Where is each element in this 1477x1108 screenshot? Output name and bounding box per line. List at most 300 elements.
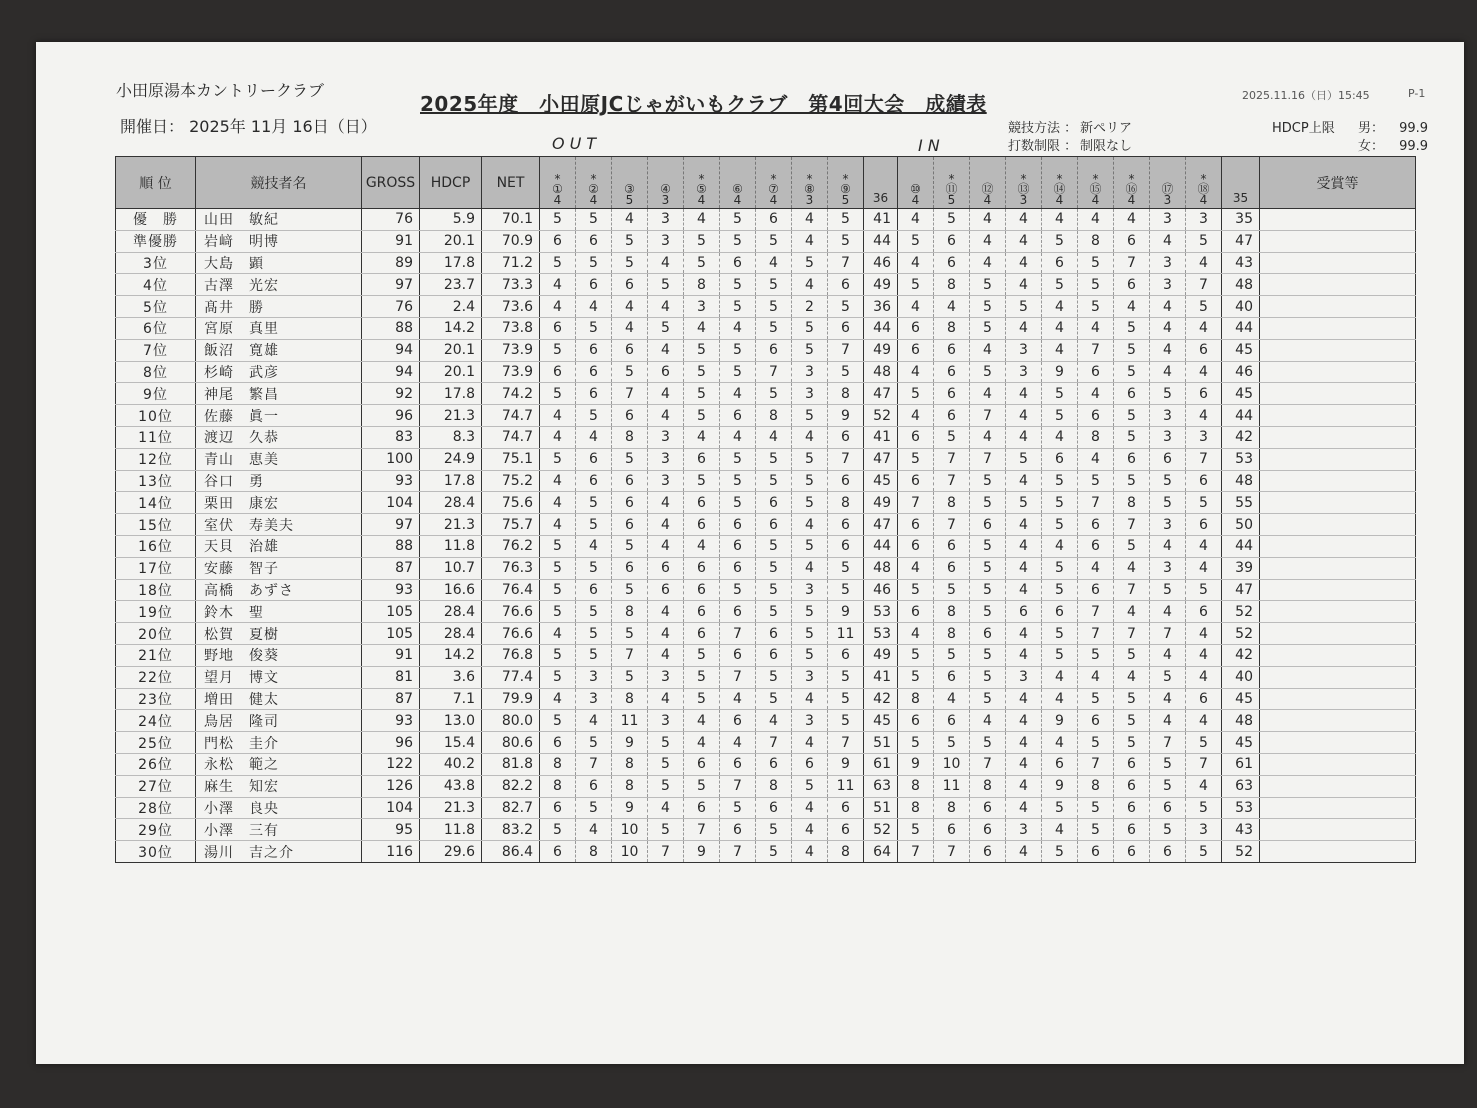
award-cell bbox=[1260, 296, 1416, 318]
in-par-header: 35 bbox=[1222, 157, 1260, 209]
hole-score-cell: 5 bbox=[934, 732, 970, 754]
award-cell bbox=[1260, 492, 1416, 514]
hole-score-cell: 5 bbox=[1150, 470, 1186, 492]
hole-score-cell: 7 bbox=[756, 361, 792, 383]
hole-score-cell: 5 bbox=[898, 230, 934, 252]
hole-score-cell: 4 bbox=[540, 470, 576, 492]
out-label: OUT bbox=[552, 134, 602, 153]
hole-score-cell: 5 bbox=[720, 579, 756, 601]
hole-score-cell: 5 bbox=[576, 644, 612, 666]
award-cell bbox=[1260, 732, 1416, 754]
hole-score-cell: 7 bbox=[934, 514, 970, 536]
hole-score-cell: 8 bbox=[612, 688, 648, 710]
hole-header bbox=[792, 157, 828, 209]
hole-score-cell: 5 bbox=[1186, 492, 1222, 514]
hole-score-cell: 4 bbox=[720, 317, 756, 339]
net-cell: 74.2 bbox=[482, 383, 540, 405]
award-cell bbox=[1260, 339, 1416, 361]
hole-score-cell: 4 bbox=[1042, 688, 1078, 710]
net-cell: 76.8 bbox=[482, 644, 540, 666]
hole-score-cell: 4 bbox=[684, 426, 720, 448]
hole-number: ⑥ bbox=[732, 182, 743, 196]
hole-score-cell: 3 bbox=[648, 426, 684, 448]
net-cell: 81.8 bbox=[482, 753, 540, 775]
gross-cell: 94 bbox=[362, 339, 420, 361]
hole-score-cell: 4 bbox=[792, 819, 828, 841]
hole-number: ⑦ bbox=[768, 182, 779, 196]
in-total-cell: 48 bbox=[1222, 710, 1260, 732]
hole-score-cell: 5 bbox=[1042, 514, 1078, 536]
hole-header bbox=[970, 157, 1006, 209]
hole-score-cell: 5 bbox=[1186, 841, 1222, 863]
hole-score-cell: 3 bbox=[792, 666, 828, 688]
hole-score-cell: 5 bbox=[934, 644, 970, 666]
hole-score-cell: 5 bbox=[1114, 339, 1150, 361]
out-total-cell: 45 bbox=[864, 710, 898, 732]
hole-score-cell: 4 bbox=[1006, 209, 1042, 231]
table-row bbox=[116, 535, 1416, 557]
hole-score-cell: 4 bbox=[1006, 797, 1042, 819]
hole-score-cell: 4 bbox=[1150, 296, 1186, 318]
hole-score-cell: 5 bbox=[684, 775, 720, 797]
hole-score-cell: 5 bbox=[828, 557, 864, 579]
hole-score-cell: 3 bbox=[1150, 209, 1186, 231]
hole-score-cell: 5 bbox=[576, 732, 612, 754]
hole-score-cell: 4 bbox=[898, 361, 934, 383]
rank-cell: 21位 bbox=[116, 644, 196, 666]
hole-score-cell: 8 bbox=[898, 688, 934, 710]
award-cell bbox=[1260, 753, 1416, 775]
hole-score-cell: 5 bbox=[684, 688, 720, 710]
hole-score-cell: 6 bbox=[1114, 753, 1150, 775]
hole-score-cell: 4 bbox=[684, 317, 720, 339]
hole-score-cell: 6 bbox=[934, 252, 970, 274]
hole-score-cell: 4 bbox=[898, 557, 934, 579]
hole-number: ⑤ bbox=[696, 182, 707, 196]
out-total-cell: 49 bbox=[864, 339, 898, 361]
hole-score-cell: 5 bbox=[576, 557, 612, 579]
hole-score-cell: 5 bbox=[1150, 753, 1186, 775]
hole-score-cell: 4 bbox=[1186, 535, 1222, 557]
hole-score-cell: 3 bbox=[1186, 426, 1222, 448]
hole-score-cell: 6 bbox=[898, 317, 934, 339]
hole-number: ② bbox=[588, 182, 599, 196]
hdcp-cell: 14.2 bbox=[420, 317, 482, 339]
table-row bbox=[116, 361, 1416, 383]
out-total-cell: 46 bbox=[864, 252, 898, 274]
player-name-cell: 高橋 あずさ bbox=[196, 579, 362, 601]
player-name-cell: 大島 顕 bbox=[196, 252, 362, 274]
hole-score-cell: 6 bbox=[684, 492, 720, 514]
hole-score-cell: 6 bbox=[934, 361, 970, 383]
hdcp-cell: 8.3 bbox=[420, 426, 482, 448]
hole-score-cell: 6 bbox=[828, 317, 864, 339]
hole-score-cell: 5 bbox=[970, 579, 1006, 601]
rank-cell: 優 勝 bbox=[116, 209, 196, 231]
hole-score-cell: 5 bbox=[970, 732, 1006, 754]
hole-score-cell: 9 bbox=[828, 753, 864, 775]
out-total-cell: 42 bbox=[864, 688, 898, 710]
hole-score-cell: 6 bbox=[684, 514, 720, 536]
hole-score-cell: 5 bbox=[970, 601, 1006, 623]
award-cell bbox=[1260, 535, 1416, 557]
hole-score-cell: 5 bbox=[756, 230, 792, 252]
in-total-cell: 52 bbox=[1222, 841, 1260, 863]
hole-score-cell: 6 bbox=[898, 339, 934, 361]
hole-score-cell: 4 bbox=[684, 732, 720, 754]
award-cell bbox=[1260, 841, 1416, 863]
hole-score-cell: 4 bbox=[1150, 317, 1186, 339]
hole-score-cell: 5 bbox=[684, 470, 720, 492]
hole-header bbox=[576, 157, 612, 209]
rank-cell: 22位 bbox=[116, 666, 196, 688]
hole-score-cell: 4 bbox=[970, 383, 1006, 405]
hole-score-cell: 5 bbox=[828, 710, 864, 732]
award-cell bbox=[1260, 557, 1416, 579]
hole-score-cell: 6 bbox=[1150, 448, 1186, 470]
hole-score-cell: 6 bbox=[898, 470, 934, 492]
player-name-cell: 髙井 勝 bbox=[196, 296, 362, 318]
table-row bbox=[116, 557, 1416, 579]
hole-score-cell: 4 bbox=[648, 535, 684, 557]
hole-score-cell: 5 bbox=[1186, 797, 1222, 819]
hole-score-cell: 5 bbox=[576, 514, 612, 536]
rank-header: 順 位 bbox=[116, 157, 196, 209]
male-label: 男： bbox=[1358, 121, 1385, 136]
hole-score-cell: 6 bbox=[898, 710, 934, 732]
hole-score-cell: 5 bbox=[540, 383, 576, 405]
hole-header bbox=[1006, 157, 1042, 209]
hole-score-cell: 7 bbox=[684, 819, 720, 841]
hole-score-cell: 6 bbox=[1186, 514, 1222, 536]
hole-score-cell: 3 bbox=[648, 448, 684, 470]
hole-score-cell: 4 bbox=[1006, 579, 1042, 601]
net-cell: 76.6 bbox=[482, 601, 540, 623]
hdcp-limits bbox=[1272, 120, 1428, 156]
hole-number: ⑭ bbox=[1053, 182, 1066, 196]
hole-score-cell: 6 bbox=[1078, 841, 1114, 863]
hole-score-cell: 3 bbox=[576, 688, 612, 710]
hole-score-cell: 4 bbox=[970, 339, 1006, 361]
player-name-cell: 鳥居 隆司 bbox=[196, 710, 362, 732]
hole-score-cell: 3 bbox=[1186, 209, 1222, 231]
hole-score-cell: 5 bbox=[756, 470, 792, 492]
out-total-cell: 49 bbox=[864, 492, 898, 514]
hole-score-cell: 5 bbox=[898, 579, 934, 601]
hole-score-cell: 5 bbox=[792, 623, 828, 645]
hole-score-cell: 6 bbox=[612, 514, 648, 536]
hole-score-cell: 5 bbox=[898, 448, 934, 470]
hole-score-cell: 5 bbox=[898, 644, 934, 666]
hole-score-cell: 6 bbox=[1042, 448, 1078, 470]
out-total-cell: 44 bbox=[864, 230, 898, 252]
hole-score-cell: 6 bbox=[934, 339, 970, 361]
hole-score-cell: 5 bbox=[1186, 230, 1222, 252]
hdcp-cell: 29.6 bbox=[420, 841, 482, 863]
hdcp-cell: 16.6 bbox=[420, 579, 482, 601]
hole-score-cell: 5 bbox=[792, 339, 828, 361]
hole-score-cell: 5 bbox=[792, 535, 828, 557]
hole-score-cell: 6 bbox=[612, 557, 648, 579]
gross-cell: 94 bbox=[362, 361, 420, 383]
award-cell bbox=[1260, 274, 1416, 296]
hole-score-cell: 4 bbox=[1186, 644, 1222, 666]
hole-score-cell: 5 bbox=[720, 230, 756, 252]
hole-score-cell: 4 bbox=[1114, 557, 1150, 579]
in-total-cell: 45 bbox=[1222, 688, 1260, 710]
hole-score-cell: 8 bbox=[970, 775, 1006, 797]
net-cell: 82.7 bbox=[482, 797, 540, 819]
hole-score-cell: 5 bbox=[1150, 666, 1186, 688]
hole-score-cell: 5 bbox=[1042, 470, 1078, 492]
hole-score-cell: 5 bbox=[1114, 535, 1150, 557]
hole-score-cell: 6 bbox=[1042, 601, 1078, 623]
in-total-cell: 47 bbox=[1222, 230, 1260, 252]
out-total-cell: 52 bbox=[864, 819, 898, 841]
hole-score-cell: 6 bbox=[1078, 710, 1114, 732]
hole-score-cell: 4 bbox=[648, 644, 684, 666]
gross-cell: 87 bbox=[362, 688, 420, 710]
hole-score-cell: 4 bbox=[1006, 644, 1042, 666]
in-total-cell: 40 bbox=[1222, 666, 1260, 688]
male-value: 99.9 bbox=[1399, 121, 1429, 136]
hole-score-cell: 4 bbox=[1006, 514, 1042, 536]
player-name-cell: 松賀 夏樹 bbox=[196, 623, 362, 645]
hole-score-cell: 5 bbox=[756, 535, 792, 557]
hole-score-cell: 4 bbox=[576, 535, 612, 557]
hdcp-cell: 23.7 bbox=[420, 274, 482, 296]
hole-score-cell: 5 bbox=[756, 601, 792, 623]
hole-score-cell: 8 bbox=[540, 775, 576, 797]
gross-cell: 116 bbox=[362, 841, 420, 863]
out-total-cell: 49 bbox=[864, 644, 898, 666]
hole-score-cell: 8 bbox=[828, 383, 864, 405]
rank-cell: 28位 bbox=[116, 797, 196, 819]
hdcp-cell: 14.2 bbox=[420, 644, 482, 666]
method-label: 競技方法 ： bbox=[1008, 121, 1078, 136]
hole-header bbox=[1078, 157, 1114, 209]
award-cell bbox=[1260, 819, 1416, 841]
hole-score-cell: 5 bbox=[576, 209, 612, 231]
hole-score-cell: 8 bbox=[540, 753, 576, 775]
hole-par: 4 bbox=[769, 193, 778, 207]
method-value: 新ペリア bbox=[1080, 121, 1133, 136]
rank-cell: 16位 bbox=[116, 535, 196, 557]
hole-score-cell: 5 bbox=[756, 579, 792, 601]
hole-score-cell: 4 bbox=[612, 296, 648, 318]
hole-score-cell: 7 bbox=[756, 732, 792, 754]
rank-cell: 19位 bbox=[116, 601, 196, 623]
hole-score-cell: 5 bbox=[970, 492, 1006, 514]
gross-cell: 104 bbox=[362, 797, 420, 819]
gross-cell: 93 bbox=[362, 579, 420, 601]
hole-score-cell: 5 bbox=[1150, 492, 1186, 514]
rank-cell: 5位 bbox=[116, 296, 196, 318]
net-cell: 82.2 bbox=[482, 775, 540, 797]
table-row bbox=[116, 405, 1416, 427]
hole-score-cell: 5 bbox=[540, 710, 576, 732]
hole-score-cell: 10 bbox=[934, 753, 970, 775]
hole-score-cell: 4 bbox=[1042, 535, 1078, 557]
hole-score-cell: 5 bbox=[1150, 579, 1186, 601]
hole-header bbox=[1150, 157, 1186, 209]
hole-score-cell: 7 bbox=[1078, 623, 1114, 645]
hole-par: 3 bbox=[1163, 193, 1172, 207]
award-cell bbox=[1260, 601, 1416, 623]
award-header: 受賞等 bbox=[1260, 157, 1416, 209]
hole-score-cell: 8 bbox=[828, 841, 864, 863]
net-cell: 74.7 bbox=[482, 426, 540, 448]
hole-score-cell: 5 bbox=[1078, 252, 1114, 274]
net-cell: 83.2 bbox=[482, 819, 540, 841]
printed-timestamp: 2025.11.16（日）15:45 bbox=[1242, 89, 1370, 102]
hole-score-cell: 6 bbox=[756, 209, 792, 231]
hole-score-cell: 6 bbox=[540, 361, 576, 383]
hole-star-mark: * bbox=[1128, 172, 1135, 186]
player-name-cell: 湯川 吉之介 bbox=[196, 841, 362, 863]
hole-score-cell: 4 bbox=[1042, 209, 1078, 231]
hole-score-cell: 4 bbox=[1006, 623, 1042, 645]
hole-par: 4 bbox=[553, 193, 562, 207]
hole-score-cell: 5 bbox=[576, 405, 612, 427]
hole-score-cell: 5 bbox=[540, 601, 576, 623]
award-cell bbox=[1260, 317, 1416, 339]
hole-score-cell: 4 bbox=[648, 797, 684, 819]
hole-score-cell: 6 bbox=[684, 557, 720, 579]
hole-score-cell: 4 bbox=[756, 252, 792, 274]
hole-score-cell: 8 bbox=[934, 797, 970, 819]
hole-score-cell: 6 bbox=[1114, 448, 1150, 470]
hole-score-cell: 4 bbox=[756, 710, 792, 732]
hole-score-cell: 5 bbox=[684, 339, 720, 361]
award-cell bbox=[1260, 775, 1416, 797]
out-total-cell: 51 bbox=[864, 797, 898, 819]
net-cell: 76.3 bbox=[482, 557, 540, 579]
hole-score-cell: 5 bbox=[756, 688, 792, 710]
hole-score-cell: 5 bbox=[1042, 405, 1078, 427]
gross-header: GROSS bbox=[362, 157, 420, 209]
hole-score-cell: 5 bbox=[970, 361, 1006, 383]
table-row bbox=[116, 841, 1416, 863]
hole-score-cell: 5 bbox=[1006, 296, 1042, 318]
hole-number: ⑩ bbox=[910, 182, 921, 196]
gross-cell: 96 bbox=[362, 405, 420, 427]
hole-score-cell: 5 bbox=[1114, 732, 1150, 754]
hole-score-cell: 5 bbox=[540, 535, 576, 557]
hole-score-cell: 6 bbox=[828, 819, 864, 841]
hole-score-cell: 6 bbox=[1114, 230, 1150, 252]
table-row bbox=[116, 775, 1416, 797]
hole-score-cell: 6 bbox=[720, 819, 756, 841]
hole-score-cell: 5 bbox=[720, 274, 756, 296]
table-row bbox=[116, 339, 1416, 361]
hole-score-cell: 6 bbox=[684, 448, 720, 470]
player-name-cell: 飯沼 寛雄 bbox=[196, 339, 362, 361]
player-name-cell: 鈴木 聖 bbox=[196, 601, 362, 623]
hole-score-cell: 6 bbox=[934, 383, 970, 405]
hole-score-cell: 5 bbox=[1186, 296, 1222, 318]
hole-number: ③ bbox=[624, 182, 635, 196]
hole-number: ⑨ bbox=[840, 182, 851, 196]
hole-score-cell: 3 bbox=[684, 296, 720, 318]
net-cell: 70.1 bbox=[482, 209, 540, 231]
hole-score-cell: 4 bbox=[684, 209, 720, 231]
hole-score-cell: 5 bbox=[648, 819, 684, 841]
table-row bbox=[116, 623, 1416, 645]
hole-score-cell: 5 bbox=[1150, 819, 1186, 841]
results-table bbox=[115, 156, 1416, 863]
out-total-cell: 52 bbox=[864, 405, 898, 427]
hole-score-cell: 6 bbox=[970, 819, 1006, 841]
gross-cell: 88 bbox=[362, 317, 420, 339]
hdcp-cell: 17.8 bbox=[420, 470, 482, 492]
hole-score-cell: 4 bbox=[970, 209, 1006, 231]
hole-score-cell: 6 bbox=[828, 644, 864, 666]
hole-score-cell: 3 bbox=[1006, 666, 1042, 688]
hole-score-cell: 5 bbox=[970, 470, 1006, 492]
hole-star-mark: * bbox=[1200, 172, 1207, 186]
hole-score-cell: 6 bbox=[1186, 339, 1222, 361]
hole-score-cell: 5 bbox=[576, 601, 612, 623]
out-total-cell: 64 bbox=[864, 841, 898, 863]
hole-score-cell: 9 bbox=[1042, 775, 1078, 797]
player-name-cell: 古澤 光宏 bbox=[196, 274, 362, 296]
hole-score-cell: 4 bbox=[898, 623, 934, 645]
hole-score-cell: 5 bbox=[684, 252, 720, 274]
hole-score-cell: 4 bbox=[540, 426, 576, 448]
player-name-cell: 室伏 寿美夫 bbox=[196, 514, 362, 536]
award-cell bbox=[1260, 797, 1416, 819]
award-cell bbox=[1260, 448, 1416, 470]
hole-score-cell: 3 bbox=[1150, 274, 1186, 296]
hole-score-cell: 4 bbox=[792, 274, 828, 296]
hole-score-cell: 7 bbox=[720, 623, 756, 645]
hole-score-cell: 5 bbox=[540, 209, 576, 231]
hole-score-cell: 5 bbox=[828, 209, 864, 231]
hole-score-cell: 4 bbox=[934, 688, 970, 710]
rank-cell: 18位 bbox=[116, 579, 196, 601]
hole-score-cell: 4 bbox=[612, 209, 648, 231]
hole-score-cell: 6 bbox=[828, 514, 864, 536]
hole-score-cell: 4 bbox=[1186, 623, 1222, 645]
net-header: NET bbox=[482, 157, 540, 209]
table-row bbox=[116, 514, 1416, 536]
in-total-cell: 52 bbox=[1222, 623, 1260, 645]
hole-score-cell: 5 bbox=[1150, 383, 1186, 405]
hole-score-cell: 5 bbox=[612, 579, 648, 601]
player-name-cell: 栗田 康宏 bbox=[196, 492, 362, 514]
hole-score-cell: 4 bbox=[1006, 557, 1042, 579]
hole-star-mark: * bbox=[948, 172, 955, 186]
out-par-header: 36 bbox=[864, 157, 898, 209]
hole-score-cell: 8 bbox=[756, 775, 792, 797]
hole-score-cell: 4 bbox=[540, 514, 576, 536]
gross-cell: 96 bbox=[362, 732, 420, 754]
hole-score-cell: 6 bbox=[576, 230, 612, 252]
gross-cell: 100 bbox=[362, 448, 420, 470]
hole-score-cell: 7 bbox=[898, 841, 934, 863]
hole-score-cell: 5 bbox=[612, 230, 648, 252]
hole-score-cell: 7 bbox=[720, 666, 756, 688]
hole-score-cell: 4 bbox=[1150, 688, 1186, 710]
hdcp-cell: 5.9 bbox=[420, 209, 482, 231]
hole-score-cell: 9 bbox=[828, 601, 864, 623]
hole-score-cell: 5 bbox=[612, 535, 648, 557]
hole-score-cell: 5 bbox=[934, 209, 970, 231]
hole-score-cell: 6 bbox=[648, 579, 684, 601]
hole-score-cell: 6 bbox=[1114, 841, 1150, 863]
hole-score-cell: 6 bbox=[612, 492, 648, 514]
